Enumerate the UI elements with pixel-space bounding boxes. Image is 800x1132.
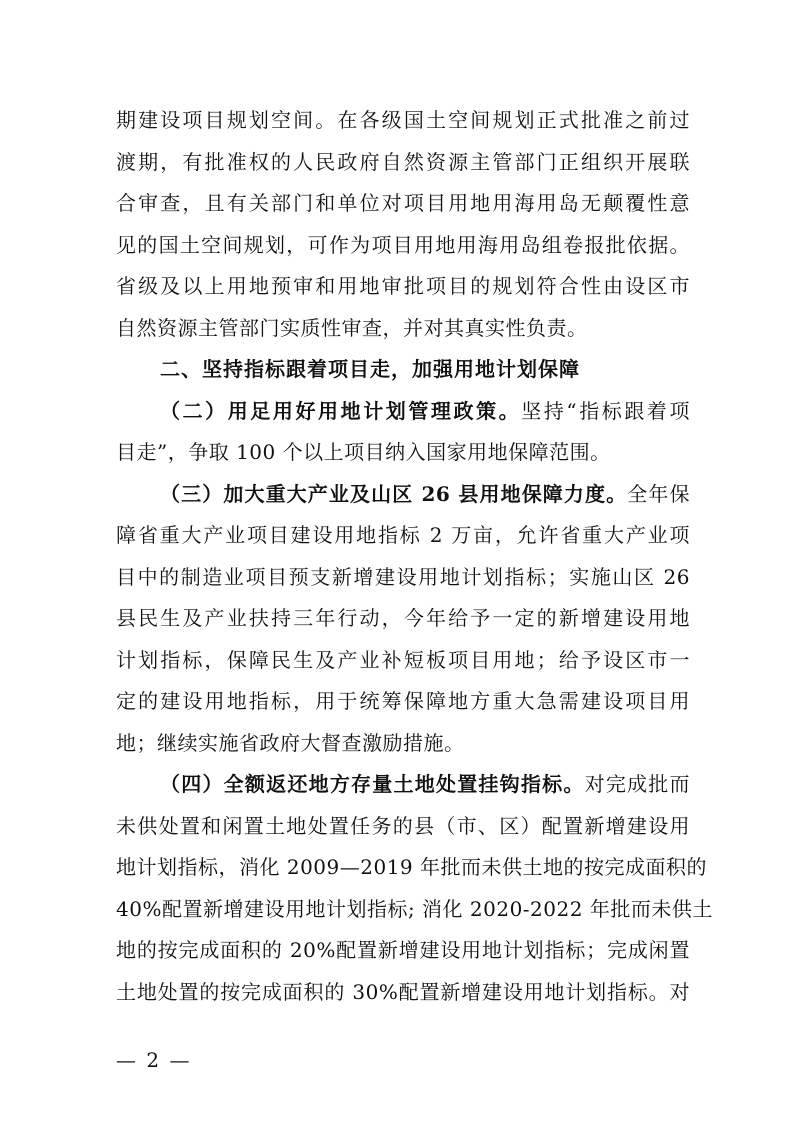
- paragraph-text: 对完成批而: [584, 772, 691, 796]
- body-line: 障省重大产业项目建设用地指标 2 万亩，允许省重大产业项: [116, 523, 690, 547]
- body-line: 40%配置新增建设用地计划指标; 消化 2020-2022 年批而未供土: [116, 897, 713, 921]
- page-number: — 2 —: [116, 1048, 192, 1072]
- body-line: 目中的制造业项目预支新增建设用地计划指标；实施山区 26: [116, 565, 690, 589]
- paragraph-text: 全年保: [627, 482, 690, 506]
- paragraph-title: （二）用足用好用地计划管理政策。: [160, 399, 522, 423]
- body-line: 见的国土空间规划，可作为项目用地用海用岛组卷报批依据。: [116, 233, 690, 257]
- body-line: 地；继续实施省政府大督查激励措施。: [116, 731, 465, 755]
- paragraph-text: 坚持“指标跟着项: [521, 399, 690, 423]
- paragraph-title: （四）全额返还地方存量土地处置挂钩指标。: [160, 772, 585, 796]
- body-line: 定的建设用地指标，用于统筹保障地方重大急需建设项目用: [116, 689, 690, 713]
- paragraph-first-line: [160, 397, 690, 425]
- body-line: 地的按完成面积的 20%配置新增建设用地计划指标；完成闲置: [116, 938, 690, 962]
- body-line: 期建设项目规划空间。在各级国土空间规划正式批准之前过: [116, 108, 690, 132]
- body-line: 合审查，且有关部门和单位对项目用地用海用岛无颠覆性意: [116, 191, 690, 215]
- body-line: 县民生及产业扶持三年行动，今年给予一定的新增建设用地: [116, 606, 690, 630]
- paragraph-first-line: [160, 480, 690, 508]
- paragraph-first-line: [160, 770, 690, 798]
- section-heading: 二、坚持指标跟着项目走，加强用地计划保障: [160, 357, 580, 381]
- body-line: 省级及以上用地预审和用地审批项目的规划符合性由设区市: [116, 274, 690, 298]
- body-line: 土地处置的按完成面积的 30%配置新增建设用地计划指标。对: [116, 980, 690, 1004]
- body-line: 未供处置和闲置土地处置任务的县（市、区）配置新增建设用: [116, 814, 690, 838]
- body-line: 目走”，争取 100 个以上项目纳入国家用地保障范围。: [116, 440, 611, 464]
- body-line: 渡期，有批准权的人民政府自然资源主管部门正组织开展联: [116, 150, 690, 174]
- body-line: 地计划指标，消化 2009—2019 年批而未供土地的按完成面积的: [116, 855, 708, 879]
- body-line: 自然资源主管部门实质性审查，并对其真实性负责。: [116, 316, 588, 340]
- paragraph-title: （三）加大重大产业及山区 26 县用地保障力度。: [160, 482, 628, 506]
- body-line: 计划指标，保障民生及产业补短板项目用地；给予设区市一: [116, 648, 690, 672]
